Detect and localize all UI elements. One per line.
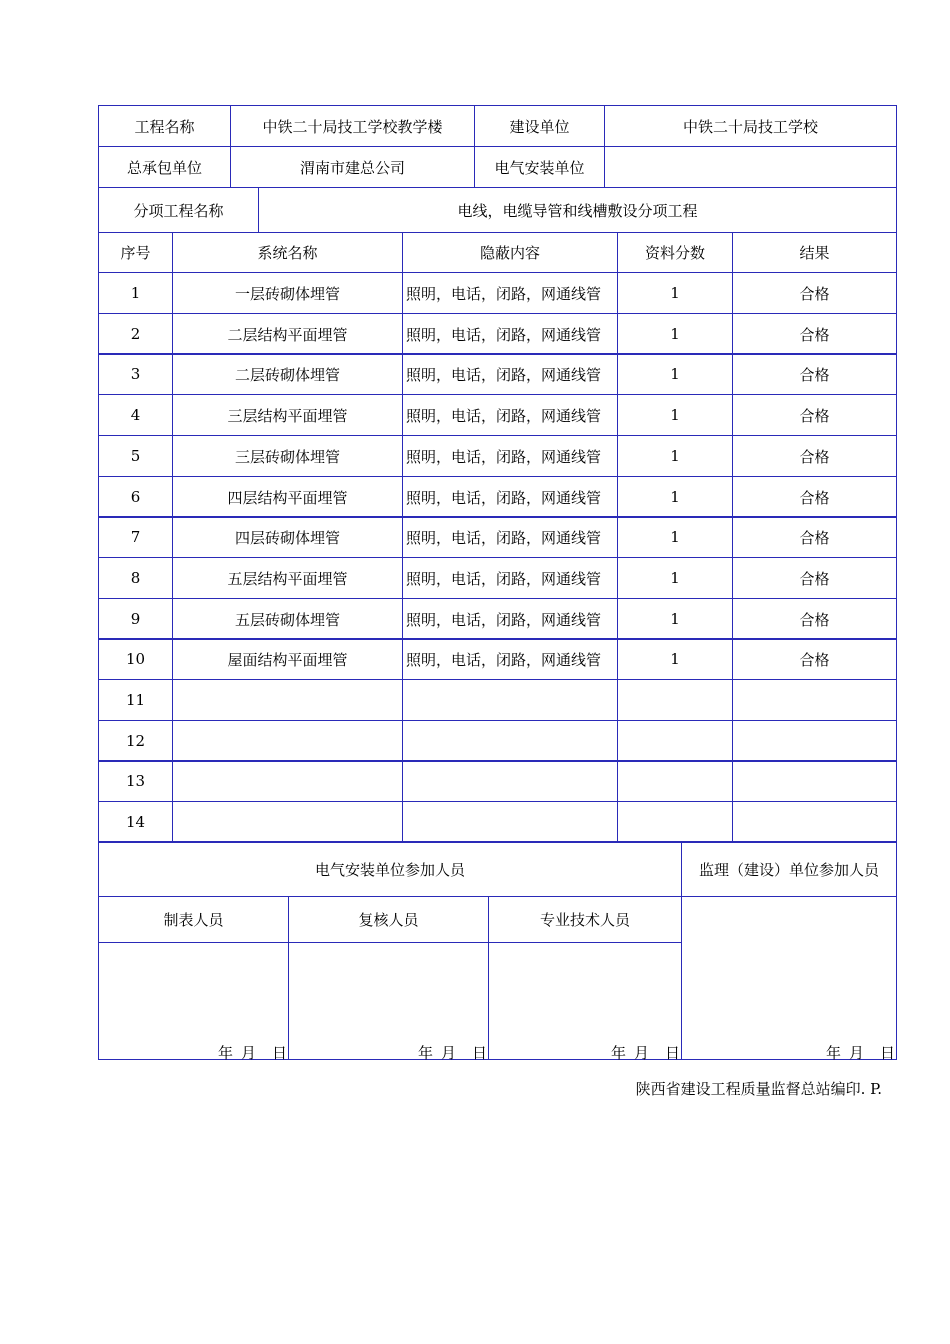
table-cell-system: 一层砖砌体埋管: [172, 272, 403, 314]
table-cell-count: [617, 720, 733, 762]
column-header-count: 资料分数: [617, 232, 733, 273]
table-cell-system: [172, 760, 403, 802]
table-cell-result: [732, 679, 897, 721]
date-day: 日: [271, 1044, 287, 1062]
table-cell-system: [172, 720, 403, 762]
table-cell-content: 照明，电话，闭路，网通线管: [402, 638, 618, 680]
date-day: 日: [664, 1044, 680, 1062]
table-cell-content: [402, 760, 618, 802]
supervisor-staff-label: 监理（建设）单位参加人员: [681, 841, 897, 897]
table-cell-count: 1: [617, 353, 733, 395]
table-cell-system: 二层结构平面埋管: [172, 313, 403, 355]
table-cell-content: 照明，电话，闭路，网通线管: [402, 435, 618, 477]
table-cell-content: 照明，电话，闭路，网通线管: [402, 476, 618, 518]
table-cell-content: 照明，电话，闭路，网通线管: [402, 557, 618, 599]
table-cell-system: 五层砖砌体埋管: [172, 598, 403, 640]
table-cell-system: 二层砖砌体埋管: [172, 353, 403, 395]
table-cell-system: 屋面结构平面埋管: [172, 638, 403, 680]
technician-date: [488, 1042, 682, 1063]
table-cell-no: 5: [98, 435, 173, 477]
table-cell-count: 1: [617, 394, 733, 436]
table-cell-no: 4: [98, 394, 173, 436]
table-cell-content: 照明，电话，闭路，网通线管: [402, 516, 618, 558]
date-month: 月: [848, 1044, 864, 1062]
table-cell-result: [732, 720, 897, 762]
table-cell-content: 照明，电话，闭路，网通线管: [402, 353, 618, 395]
preparer-label: 制表人员: [98, 896, 289, 943]
table-cell-system: [172, 801, 403, 843]
table-cell-result: 合格: [732, 516, 897, 558]
date-day: 日: [471, 1044, 487, 1062]
table-cell-result: 合格: [732, 353, 897, 395]
date-year: 年: [610, 1044, 626, 1062]
table-cell-count: 1: [617, 557, 733, 599]
date-year: 年: [217, 1044, 233, 1062]
table-cell-result: [732, 760, 897, 802]
table-cell-count: 1: [617, 313, 733, 355]
subitem-value: 电线，电缆导管和线槽敷设分项工程: [258, 187, 897, 233]
table-cell-result: 合格: [732, 476, 897, 518]
table-cell-no: 11: [98, 679, 173, 721]
table-cell-system: 四层结构平面埋管: [172, 476, 403, 518]
table-cell-result: 合格: [732, 557, 897, 599]
project-name-value: 中铁二十局技工学校教学楼: [230, 105, 475, 147]
reviewer-label: 复核人员: [288, 896, 489, 943]
table-cell-no: 8: [98, 557, 173, 599]
table-cell-no: 14: [98, 801, 173, 843]
date-month: 月: [440, 1044, 456, 1062]
date-year: 年: [417, 1044, 433, 1062]
table-cell-content: 照明，电话，闭路，网通线管: [402, 313, 618, 355]
table-cell-count: [617, 801, 733, 843]
table-cell-count: 1: [617, 516, 733, 558]
column-header-content: 隐蔽内容: [402, 232, 618, 273]
table-cell-no: 6: [98, 476, 173, 518]
electrical-unit-label: 电气安装单位: [474, 146, 605, 188]
table-cell-no: 13: [98, 760, 173, 802]
table-cell-count: 1: [617, 638, 733, 680]
table-cell-count: 1: [617, 435, 733, 477]
column-header-result: 结果: [732, 232, 897, 273]
column-header-no: 序号: [98, 232, 173, 273]
table-cell-count: 1: [617, 272, 733, 314]
publisher-footer: 陕西省建设工程质量监督总站编印. P.: [635, 1080, 882, 1098]
electrical-unit-value: [604, 146, 897, 188]
supervisor-signature-box: [681, 896, 897, 1060]
supervisor-date: [681, 1042, 897, 1063]
table-cell-result: 合格: [732, 638, 897, 680]
project-name-label: 工程名称: [98, 105, 231, 147]
column-header-system: 系统名称: [172, 232, 403, 273]
owner-label: 建设单位: [474, 105, 605, 147]
date-day: 日: [879, 1044, 895, 1062]
table-cell-count: [617, 760, 733, 802]
subitem-label: 分项工程名称: [98, 187, 259, 233]
table-cell-result: 合格: [732, 598, 897, 640]
date-year: 年: [825, 1044, 841, 1062]
table-cell-count: 1: [617, 598, 733, 640]
table-cell-content: [402, 679, 618, 721]
electrical-staff-label: 电气安装单位参加人员: [98, 841, 682, 897]
table-cell-no: 1: [98, 272, 173, 314]
owner-value: 中铁二十局技工学校: [604, 105, 897, 147]
table-cell-count: 1: [617, 476, 733, 518]
table-cell-result: 合格: [732, 435, 897, 477]
table-cell-content: [402, 801, 618, 843]
table-cell-no: 12: [98, 720, 173, 762]
reviewer-date: [288, 1042, 489, 1063]
technician-label: 专业技术人员: [488, 896, 682, 943]
table-cell-content: 照明，电话，闭路，网通线管: [402, 394, 618, 436]
table-cell-content: 照明，电话，闭路，网通线管: [402, 272, 618, 314]
table-cell-result: 合格: [732, 272, 897, 314]
table-cell-result: [732, 801, 897, 843]
table-cell-system: 三层结构平面埋管: [172, 394, 403, 436]
table-cell-system: 四层砖砌体埋管: [172, 516, 403, 558]
table-cell-system: [172, 679, 403, 721]
date-month: 月: [633, 1044, 649, 1062]
contractor-label: 总承包单位: [98, 146, 231, 188]
table-cell-no: 2: [98, 313, 173, 355]
table-cell-no: 10: [98, 638, 173, 680]
date-month: 月: [240, 1044, 256, 1062]
table-cell-content: [402, 720, 618, 762]
table-cell-system: 三层砖砌体埋管: [172, 435, 403, 477]
table-cell-result: 合格: [732, 313, 897, 355]
table-cell-content: 照明，电话，闭路，网通线管: [402, 598, 618, 640]
table-cell-no: 3: [98, 353, 173, 395]
table-cell-system: 五层结构平面埋管: [172, 557, 403, 599]
preparer-date: [98, 1042, 289, 1063]
table-cell-count: [617, 679, 733, 721]
contractor-value: 渭南市建总公司: [230, 146, 475, 188]
table-cell-no: 7: [98, 516, 173, 558]
table-cell-result: 合格: [732, 394, 897, 436]
table-cell-no: 9: [98, 598, 173, 640]
